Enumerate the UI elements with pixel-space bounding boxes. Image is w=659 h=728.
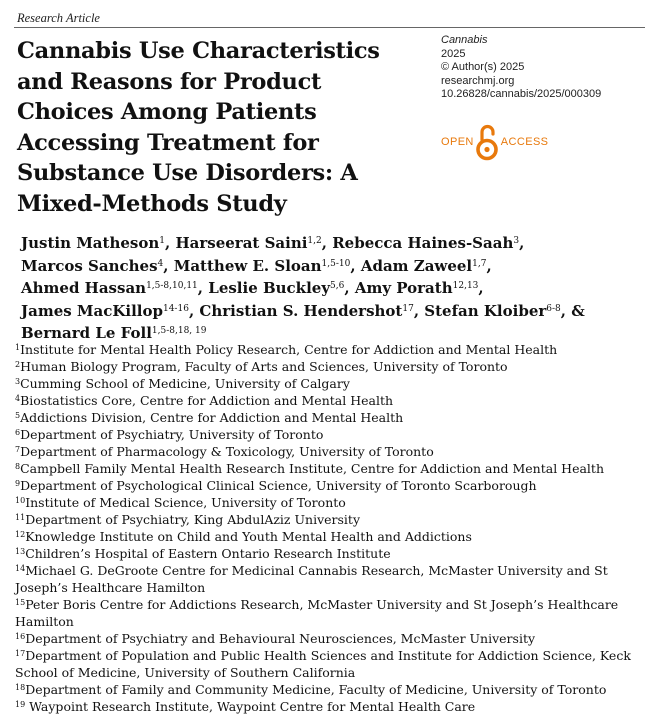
- author-name-text: Leslie Buckley: [208, 279, 331, 297]
- author-separator: ,: [478, 279, 484, 297]
- author-name-text: Justin Matheson: [21, 234, 160, 252]
- affiliation-number: 2: [15, 360, 21, 369]
- author-name-text: Harseerat Saini: [175, 234, 308, 252]
- author-affiliation-sup: 14-16: [162, 303, 189, 314]
- journal-meta: [441, 34, 601, 102]
- affiliation-item: [15, 341, 645, 358]
- author-name-text: Stefan Kloiber: [424, 301, 547, 320]
- author-name-text: Bernard Le Foll: [21, 324, 152, 342]
- author-affiliation-sup: 4: [157, 258, 164, 269]
- affiliation-item: [15, 596, 645, 630]
- author-list: [17, 232, 637, 345]
- affiliation-number: 5: [15, 411, 21, 420]
- publication-year: 2025: [441, 47, 466, 60]
- affiliation-number: 8: [15, 462, 21, 471]
- author-name: [174, 257, 356, 275]
- affiliation-text: Peter Boris Centre for Addictions Research, McMaster University and St Joseph’s Healthcare Hamilton: [15, 597, 619, 629]
- author-separator: ,: [413, 301, 420, 320]
- copyright-notice: © Author(s) 2025: [441, 61, 525, 74]
- affiliation-number: 12: [15, 530, 26, 539]
- author-affiliation-sup: 6-8: [546, 303, 561, 314]
- author-separator: ,: [188, 301, 195, 320]
- affiliation-item: [15, 392, 645, 409]
- affiliation-number: 6: [15, 428, 21, 437]
- affiliation-item: [15, 460, 645, 477]
- affiliation-item: [15, 443, 645, 460]
- affiliation-item: [15, 545, 645, 562]
- author-name-text: Marcos Sanches: [21, 256, 158, 275]
- affiliation-item: [15, 494, 645, 511]
- author-name: [361, 257, 492, 275]
- affiliation-text: Department of Population and Public Health Sciences and Institute for Addiction Science, Keck School of Medicine, University of Southern California: [15, 648, 631, 680]
- affiliation-text: Children’s Hospital of Eastern Ontario Research Institute: [25, 546, 391, 561]
- affiliation-number: 17: [15, 649, 26, 658]
- affiliation-text: Department of Psychiatry, King AbdulAziz University: [25, 512, 361, 527]
- affiliation-item: [15, 698, 645, 715]
- author-separator: ,: [350, 256, 356, 275]
- affiliation-item: [15, 630, 645, 647]
- author-name-text: Christian S. Hendershot: [199, 301, 403, 320]
- affiliation-item: [15, 681, 645, 698]
- affiliation-text: Waypoint Research Institute, Waypoint Centre for Mental Health Care: [25, 699, 476, 714]
- author-name: [355, 279, 484, 297]
- affiliation-item: [15, 358, 645, 375]
- affiliation-text: Addictions Division, Centre for Addiction and Mental Health: [20, 410, 404, 425]
- affiliation-text: Human Biology Program, Faculty of Arts and Sciences, University of Toronto: [20, 359, 508, 374]
- affiliation-text: Department of Psychological Clinical Science, University of Toronto Scarborough: [20, 478, 537, 493]
- author-name-text: Amy Porath: [354, 279, 453, 297]
- author-affiliation-sup: 1,5-8,18, 19: [151, 326, 207, 336]
- author-separator: ,: [344, 279, 350, 297]
- author-separator: ,: [519, 234, 525, 252]
- author-name: [424, 302, 584, 320]
- author-affiliation-sup: 5,6: [330, 281, 345, 291]
- journal-name: Cannabis: [441, 34, 488, 46]
- affiliation-text: Department of Pharmacology & Toxicology, University of Toronto: [20, 444, 434, 459]
- doi-link[interactable]: 10.26828/cannabis/2025/000309: [441, 88, 602, 101]
- author-affiliation-sup: 3: [513, 236, 520, 246]
- author-separator: ,: [163, 256, 169, 275]
- affiliation-text: Department of Family and Community Medicine, Faculty of Medicine, University of Toronto: [25, 682, 607, 697]
- open-access-badge: [441, 122, 548, 162]
- open-access-left-label: OPEN: [441, 136, 474, 148]
- author-name-text: Ahmed Hassan: [21, 279, 147, 297]
- affiliation-item: [15, 562, 645, 596]
- author-name: [21, 234, 170, 252]
- author-name: [21, 324, 206, 342]
- author-separator: ,: [486, 256, 492, 275]
- affiliation-number: 19: [15, 700, 26, 709]
- affiliation-item: [15, 511, 645, 528]
- affiliation-number: 18: [15, 683, 26, 692]
- open-lock-icon: [476, 123, 498, 161]
- affiliation-number: 11: [15, 513, 26, 522]
- article-type-label: Research Article: [17, 11, 100, 25]
- affiliation-item: [15, 409, 645, 426]
- author-name: [208, 279, 349, 297]
- affiliation-text: Cumming School of Medicine, University of Calgary: [20, 376, 350, 391]
- author-name-text: James MacKillop: [21, 301, 163, 320]
- affiliation-number: 1: [15, 343, 21, 352]
- affiliation-text: Department of Psychiatry and Behavioural Neurosciences, McMaster University: [25, 631, 536, 646]
- affiliation-text: Institute of Medical Science, University of Toronto: [25, 495, 346, 510]
- affiliation-text: Knowledge Institute on Child and Youth Mental Health and Addictions: [25, 529, 472, 544]
- open-access-right-label: ACCESS: [500, 136, 549, 148]
- affiliation-number: 7: [15, 445, 21, 454]
- author-name: [21, 257, 169, 275]
- author-affiliation-sup: 1,5-10: [321, 258, 351, 269]
- author-name-text: Rebecca Haines-Saah: [332, 234, 514, 252]
- affiliation-list: [15, 341, 645, 715]
- author-affiliation-sup: 1,2: [307, 236, 322, 246]
- affiliation-number: 15: [15, 598, 26, 607]
- affiliation-number: 16: [15, 632, 26, 641]
- author-name: [332, 234, 524, 252]
- author-name: [21, 302, 194, 320]
- author-separator: ,: [165, 234, 171, 252]
- article-title: Cannabis Use Characteristics and Reasons for Product Choices Among Patients Accessing Treatment for Substance Use Disorders: A Mixed-Methods Study: [17, 38, 380, 217]
- affiliation-number: 13: [15, 547, 26, 556]
- affiliation-text: Michael G. DeGroote Centre for Medicinal Cannabis Research, McMaster University and St Joseph’s Healthcare Hamilton: [15, 563, 608, 595]
- affiliation-number: 14: [15, 564, 26, 573]
- affiliation-number: 3: [15, 377, 21, 386]
- author-separator: ,: [321, 234, 327, 252]
- author-name: [21, 279, 203, 297]
- header-rule: [14, 27, 645, 28]
- author-separator: ,: [197, 279, 204, 297]
- author-name: [175, 234, 327, 252]
- affiliation-text: Institute for Mental Health Policy Research, Centre for Addiction and Mental Health: [20, 342, 558, 357]
- affiliation-item: [15, 477, 645, 494]
- author-affiliation-sup: 1,5-8,10,11: [146, 281, 198, 291]
- author-name: [199, 302, 419, 320]
- affiliation-text: Biostatistics Core, Centre for Addiction and Mental Health: [20, 393, 394, 408]
- affiliation-number: 9: [15, 479, 21, 488]
- affiliation-number: 10: [15, 496, 26, 505]
- affiliation-text: Department of Psychiatry, University of Toronto: [20, 427, 324, 442]
- affiliation-text: Campbell Family Mental Health Research Institute, Centre for Addiction and Mental Health: [20, 461, 604, 476]
- affiliation-number: 4: [15, 394, 21, 403]
- affiliation-item: [15, 426, 645, 443]
- author-affiliation-sup: 1,7: [472, 258, 487, 269]
- affiliation-item: [15, 375, 645, 392]
- author-affiliation-sup: 17: [402, 303, 414, 314]
- journal-website-link[interactable]: researchmj.org: [441, 74, 515, 87]
- author-name-text: Adam Zaweel: [360, 256, 473, 275]
- author-affiliation-sup: 12,13: [452, 281, 479, 291]
- author-affiliation-sup: 1: [159, 236, 165, 246]
- affiliation-item: [15, 528, 645, 545]
- author-separator: , &: [560, 301, 585, 320]
- author-name-text: Matthew E. Sloan: [173, 256, 322, 275]
- affiliation-item: [15, 647, 645, 681]
